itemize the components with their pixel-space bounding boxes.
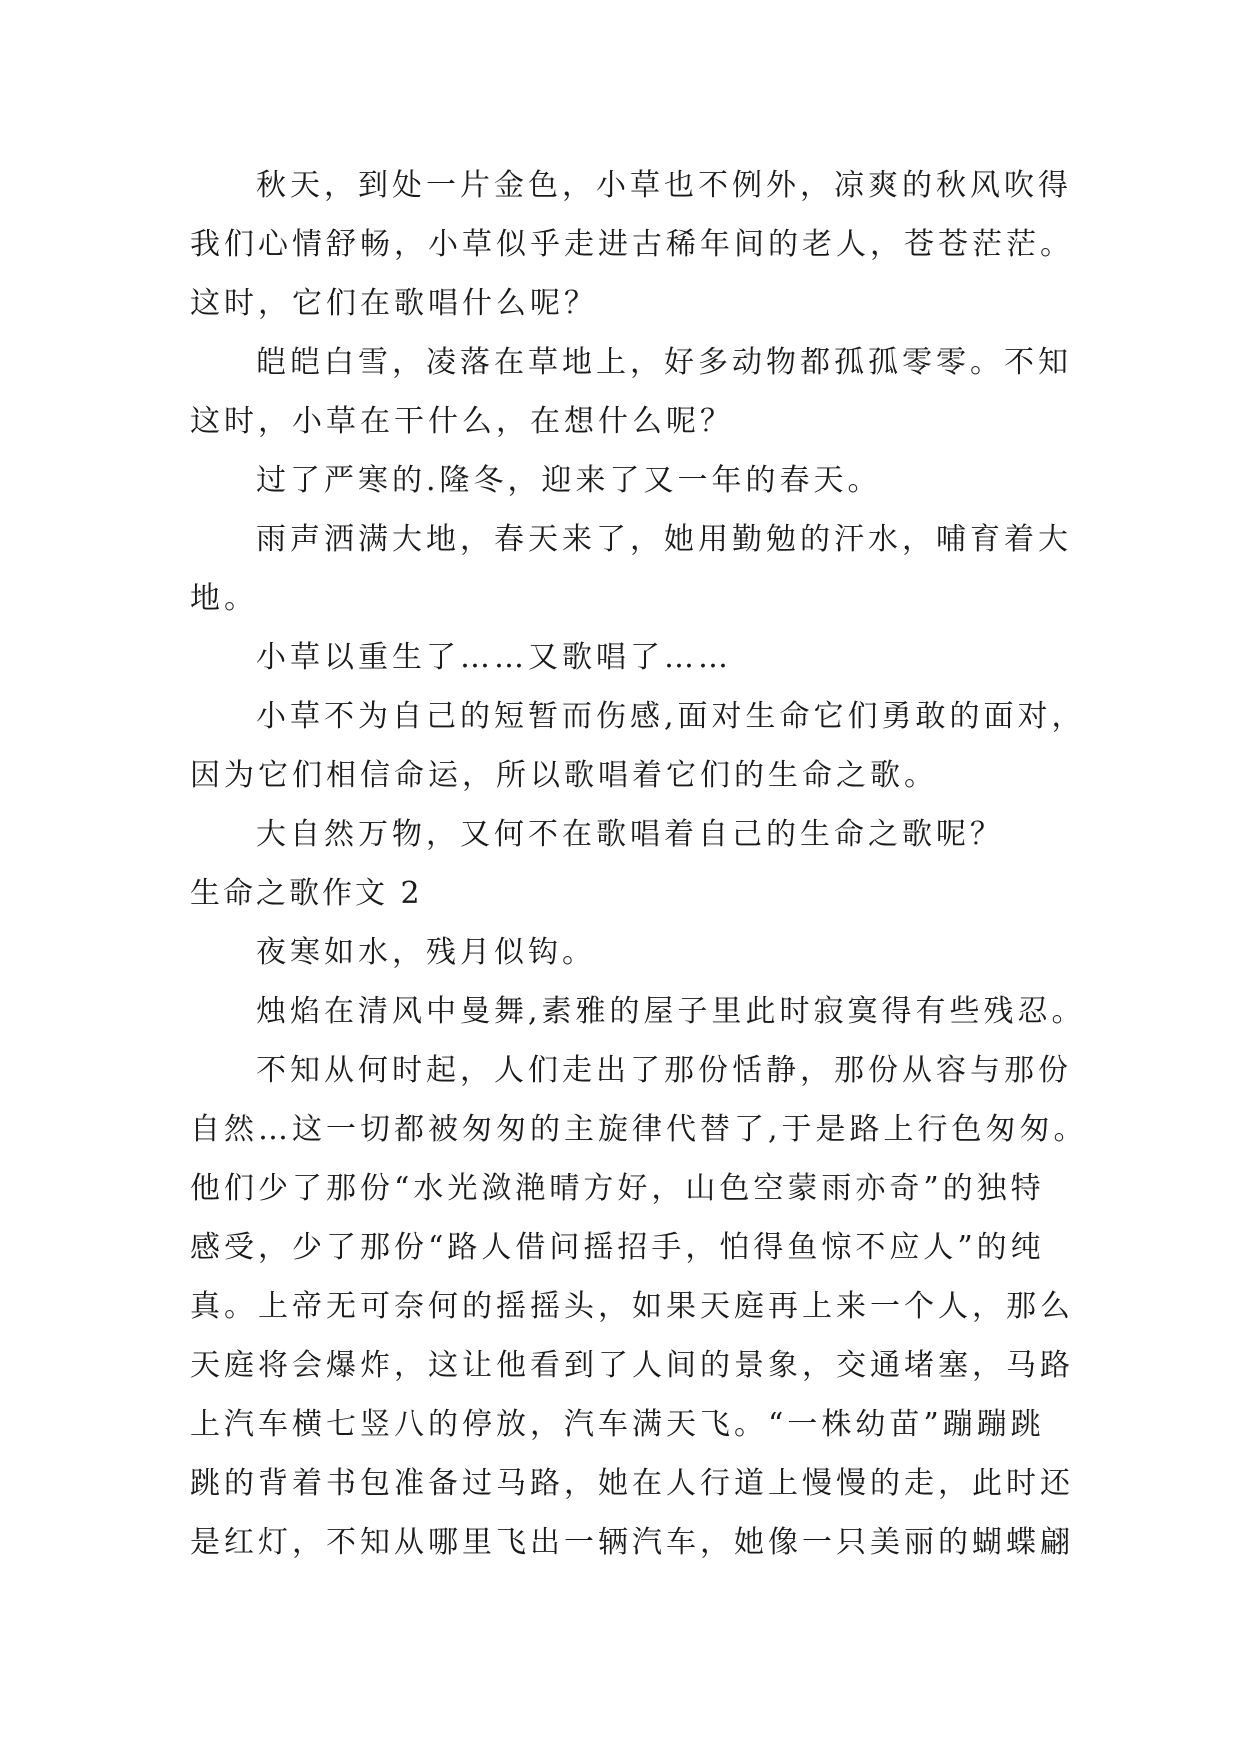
text-line: 小草以重生了……又歌唱了…… bbox=[256, 640, 732, 675]
text-line: 自然…这一切都被匆匆的主旋律代替了,于是路上行色匆匆。 bbox=[190, 1112, 1088, 1147]
text-line: 感受，少了那份“路人借问摇招手，怕得鱼惊不应人”的纯 bbox=[190, 1230, 1045, 1265]
text-line: 上汽车横七竖八的停放，汽车满天飞。“一株幼苗”蹦蹦跳 bbox=[190, 1407, 1045, 1442]
text-line: 是红灯，不知从哪里飞出一辆汽车，她像一只美丽的蝴蝶翩 bbox=[190, 1525, 1074, 1560]
text-line: 皑皑白雪，凌落在草地上，好多动物都孤孤零零。不知 bbox=[256, 345, 1072, 380]
text-line: 雨声洒满大地，春天来了，她用勤勉的汗水，哺育着大 bbox=[256, 522, 1072, 557]
text-line: 过了严寒的.隆冬，迎来了又一年的春天。 bbox=[256, 463, 882, 498]
text-line: 我们心情舒畅，小草似乎走进古稀年间的老人，苍苍茫茫。 bbox=[190, 227, 1074, 262]
text-line: 小草不为自己的短暂而伤感,面对生命它们勇敢的面对， bbox=[256, 699, 1086, 734]
text-line: 大自然万物，又何不在歌唱着自己的生命之歌呢？ bbox=[256, 817, 1004, 852]
document-body bbox=[190, 156, 1088, 1572]
text-line: 他们少了那份“水光潋滟晴方好，山色空蒙雨亦奇”的独特 bbox=[190, 1171, 1045, 1206]
text-line: 秋天，到处一片金色，小草也不例外，凉爽的秋风吹得 bbox=[256, 168, 1072, 203]
text-line: 夜寒如水，残月似钩。 bbox=[256, 935, 596, 970]
text-line: 因为它们相信命运，所以歌唱着它们的生命之歌。 bbox=[190, 758, 938, 793]
section-heading: 生命之歌作文 2 bbox=[190, 876, 423, 911]
text-line: 跳的背着书包准备过马路，她在人行道上慢慢的走，此时还 bbox=[190, 1466, 1074, 1501]
text-line: 地。 bbox=[190, 581, 258, 616]
text-line: 不知从何时起，人们走出了那份恬静，那份从容与那份 bbox=[256, 1053, 1072, 1088]
text-line: 这时，它们在歌唱什么呢？ bbox=[190, 286, 598, 321]
text-line: 这时，小草在干什么，在想什么呢？ bbox=[190, 404, 734, 439]
text-line: 真。上帝无可奈何的摇摇头，如果天庭再上来一个人，那么 bbox=[190, 1289, 1074, 1324]
text-line: 烛焰在清风中曼舞,素雅的屋子里此时寂寞得有些残忍。 bbox=[256, 994, 1086, 1029]
text-line: 天庭将会爆炸，这让他看到了人间的景象，交通堵塞，马路 bbox=[190, 1348, 1074, 1383]
